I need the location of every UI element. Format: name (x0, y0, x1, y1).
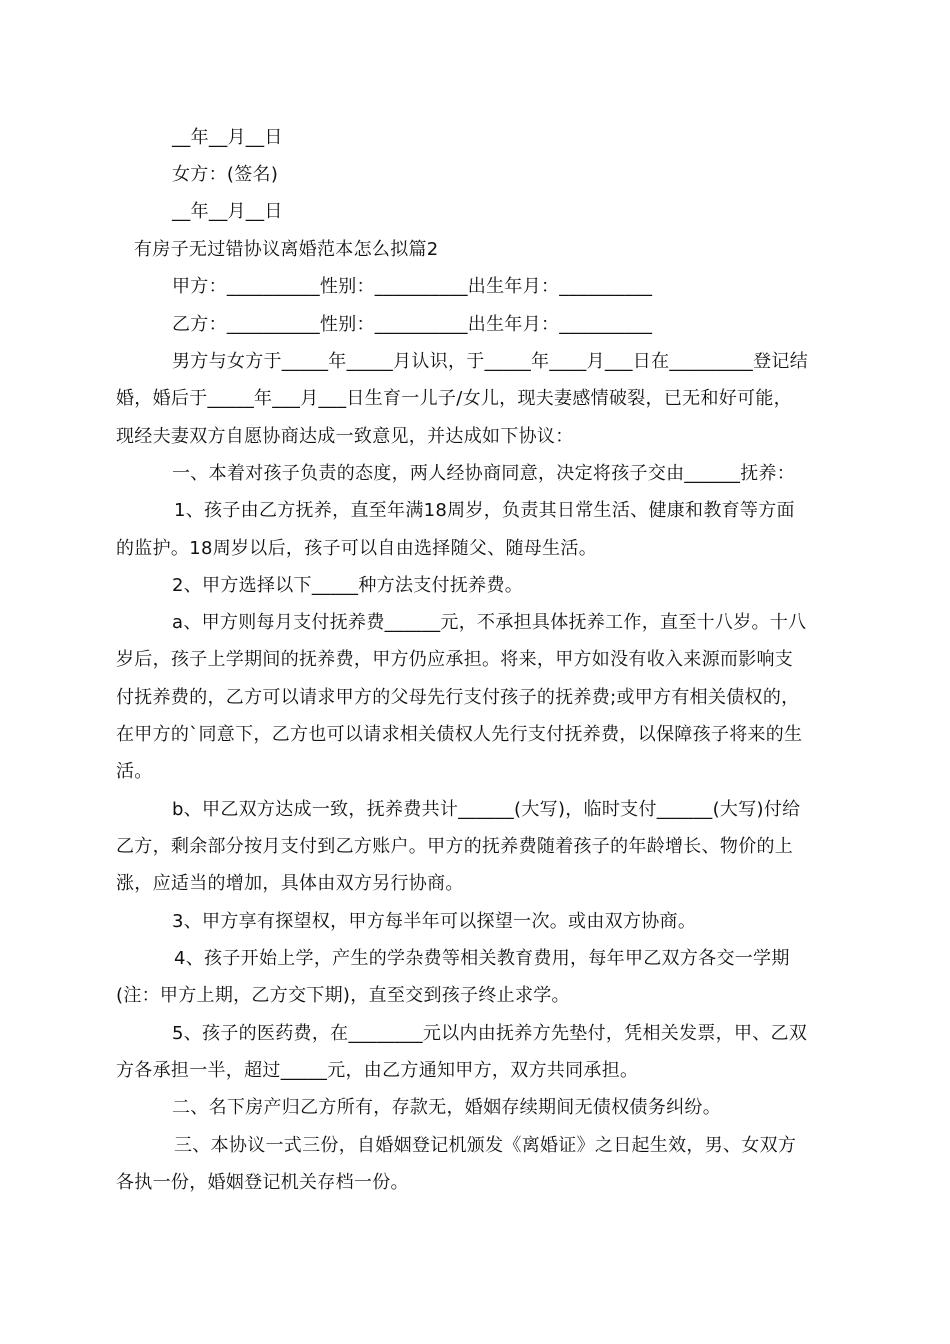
clause-line: 5、孩子的医药费，在________元以内由抚养方先垫付，凭相关发票，甲、乙双 (172, 1023, 808, 1044)
clause-line: 付抚养费的，乙方可以请求甲方的父母先行支付孩子的抚养费;或甲方有相关债权的， (116, 687, 800, 708)
female-signature: 女方：(签名) (172, 164, 279, 185)
clause-line: 在甲方的`同意下，乙方也可以请求相关债权人先行支付抚养费，以保障孩子将来的生 (116, 724, 803, 745)
clause-line: 3、甲方享有探望权，甲方每半年可以探望一次。或由双方协商。 (172, 911, 697, 932)
party-b-line: 乙方：__________性别：__________出生年月：__________ (172, 314, 653, 335)
paragraph-line: 婚，婚后于_____年___月___日生育一儿子/女儿，现夫妻感情破裂，已无和好可能， (116, 388, 792, 409)
clause-heading: 一、本着对孩子负责的态度，两人经协商同意，决定将孩子交由______抚养： (172, 463, 796, 484)
section-title: 有房子无过错协议离婚范本怎么拟篇2 (134, 239, 439, 260)
clause-line: 4、孩子开始上学，产生的学杂费等相关教育费用，每年甲乙双方各交一学期 (174, 948, 790, 969)
clause-heading: 三、本协议一式三份，自婚姻登记机颁发《离婚证》之日起生效，男、女双方 (174, 1135, 797, 1156)
clause-line: 岁后，孩子上学期间的抚养费，甲方仍应承担。将来，甲方如没有收入来源而影响支 (116, 649, 794, 670)
clause-line: 涨，应适当的增加，具体由双方另行协商。 (116, 873, 464, 894)
clause-heading: 二、名下房产归乙方所有，存款无，婚姻存续期间无债权债务纠纷。 (172, 1097, 721, 1118)
paragraph-line: 男方与女方于_____年_____月认识，于_____年____月___日在_________登记结 (172, 351, 808, 372)
party-a-line: 甲方：__________性别：__________出生年月：__________ (172, 276, 653, 297)
date-line: __年__月__日 (172, 201, 283, 222)
clause-line: 2、甲方选择以下_____种方法支付抚养费。 (172, 575, 524, 596)
clause-line: 乙方，剩余部分按月支付到乙方账户。甲方的抚养费随着孩子的年龄增长、物价的上 (116, 836, 794, 857)
clause-line: 1、孩子由乙方抚养，直至年满18周岁，负责其日常生活、健康和教育等方面 (174, 500, 795, 521)
clause-line: a、甲方则每月支付抚养费______元，不承担具体抚养工作，直至十八岁。十八 (172, 612, 807, 633)
clause-line: b、甲乙双方达成一致，抚养费共计______(大写)，临时支付______(大写)付给 (172, 799, 801, 820)
clause-line: 的监护。18周岁以后，孩子可以自由选择随父、随母生活。 (116, 538, 598, 559)
paragraph-line: 现经夫妻双方自愿协商达成一致意见，并达成如下协议： (116, 426, 574, 447)
clause-line: 方各承担一半，超过_____元，由乙方通知甲方，双方共同承担。 (116, 1060, 639, 1081)
date-line: __年__月__日 (172, 127, 283, 148)
clause-line: (注：甲方上期，乙方交下期)，直至交到孩子终止求学。 (116, 985, 570, 1006)
clause-line: 活。 (116, 761, 153, 782)
clause-line: 各执一份，婚姻登记机关存档一份。 (116, 1172, 409, 1193)
